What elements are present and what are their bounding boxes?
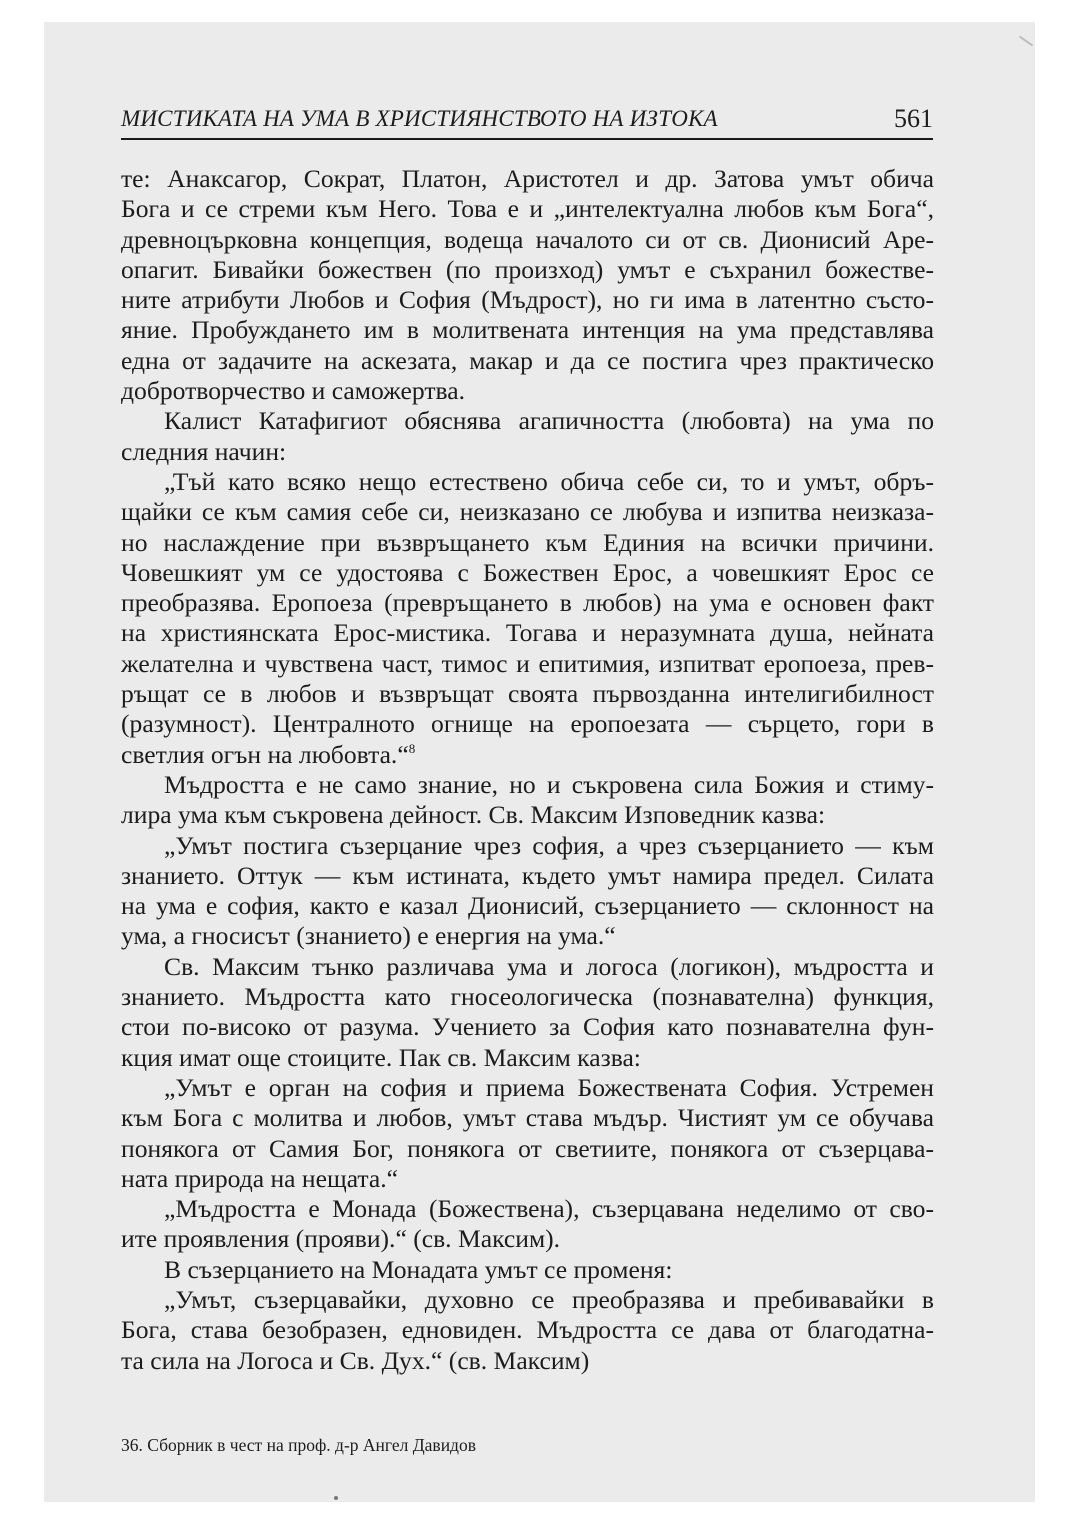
- text-line: стои по-високо от разума. Учението за София като познавателна фун-: [121, 1012, 934, 1042]
- quote-line: знанието. Оттук — към истината, където умът намира предел. Силата: [121, 860, 934, 890]
- signature-mark: 36. Сборник в чест на проф. д-р Ангел Давидов: [121, 1435, 476, 1455]
- quote-line: на християнската Ерос-мистика. Тогава и неразумната душа, нейната: [121, 618, 934, 648]
- quote-line: ната природа на нещата.“: [121, 1163, 399, 1193]
- quote-line: ума, а гносисът (знанието) е енергия на ума.“: [121, 921, 616, 951]
- quote-line-text: светлия огън на любовта.“: [121, 739, 409, 769]
- scan-speck: [334, 1496, 338, 1500]
- text-line: знанието. Мъдростта като гносеологическа (познавателна) функция,: [121, 982, 934, 1012]
- text-line: Бога и се стреми към Него. Това е и „интелектуална любов към Бога“,: [121, 194, 934, 224]
- quote-line: ите проявления (прояви).“ (св. Максим).: [121, 1224, 561, 1254]
- quote-line: преобразява. Еропоеза (превръщането в любов) на ума е основен факт: [121, 588, 934, 618]
- quote-line: към Бога с молитва и любов, умът става мъдър. Чистият ум се обучава: [121, 1103, 934, 1133]
- text-line: опагит. Бивайки божествен (по произход) умът е съхранил божестве-: [121, 254, 934, 284]
- quote-line: на ума е софия, както е казал Дионисий, съзерцанието — склонност на: [121, 891, 934, 921]
- footnote-marker: 8: [408, 740, 416, 756]
- text-line: кция имат още стоиците. Пак св. Максим казва:: [121, 1042, 641, 1072]
- quote-line: „Умът постига съзерцание чрез софия, а чрез съзерцанието — към: [164, 830, 934, 860]
- quote-line: та сила на Логоса и Св. Дух.“ (св. Максим): [121, 1345, 590, 1375]
- quote-line: „Умът е орган на софия и приема Божествената София. Устремен: [164, 1072, 934, 1102]
- quote-line: ръщат се в любов и възвръщат своята първозданна интелигибилност: [121, 679, 934, 709]
- text-line: Калист Катафигиот обяснява агапичността (любовта) на ума по: [164, 406, 934, 436]
- quote-line: желателна и чувствена част, тимос и епитимия, изпитват еропоеза, прев-: [121, 648, 934, 678]
- text-line: лира ума към съкровена дейност. Св. Максим Изповедник казва:: [121, 800, 826, 830]
- text-line: те: Анаксагор, Сократ, Платон, Аристотел и др. Затова умът обича: [121, 164, 934, 193]
- quote-line: Бога, става безобразен, едновиден. Мъдростта се дава от благодатна-: [121, 1315, 934, 1345]
- page-number: 561: [894, 104, 933, 133]
- quote-line-with-footnote: [121, 740, 934, 770]
- body-text: [121, 164, 934, 1376]
- text-line: древноцърковна концепция, водеща началото си от св. Дионисий Аре-: [121, 224, 934, 254]
- quote-line: „Умът, съзерцавайки, духовно се преобразява и пребивавайки в: [164, 1284, 934, 1314]
- quote-line: но наслаждение при възвръщането към Единия на всички причини.: [121, 527, 934, 557]
- running-header: [121, 104, 933, 140]
- text-line: следния начин:: [121, 436, 287, 466]
- text-line: една от задачите на аскезата, макар и да се постига чрез практическо: [121, 345, 934, 375]
- quote-line: понякога от Самия Бог, понякога от светиите, понякога от съзерцава-: [121, 1133, 934, 1163]
- text-line: добротворчество и саможертва.: [121, 376, 466, 406]
- text-line: ните атрибути Любов и София (Мъдрост), но ги има в латентно състо-: [121, 285, 934, 315]
- text-line: яние. Пробуждането им в молитвената интенция на ума представлява: [121, 315, 934, 345]
- quote-line: „Мъдростта е Монада (Божествена), съзерцавана неделимо от сво-: [164, 1194, 934, 1224]
- quote-line: Човешкият ум се удостоява с Божествен Ерос, а човешкият Ерос се: [121, 557, 934, 587]
- quote-line: (разумност). Централното огнище на еропоезата — сърцето, гори в: [121, 709, 934, 739]
- text-line: Св. Максим тънко различава ума и логоса (логикон), мъдростта и: [164, 951, 934, 981]
- quote-line: щайки се към самия себе си, неизказано се любува и изпитва неизказа-: [121, 497, 934, 527]
- text-line: Мъдростта е не само знание, но и съкровена сила Божия и стиму-: [164, 769, 934, 799]
- quote-line: „Тъй като всяко нещо естествено обича себе си, то и умът, обръ-: [164, 466, 934, 496]
- text-line: В съзерцанието на Монадата умът се променя:: [164, 1254, 673, 1284]
- running-title: МИСТИКАТА НА УМА В ХРИСТИЯНСТВОТО НА ИЗТОКА: [121, 106, 718, 131]
